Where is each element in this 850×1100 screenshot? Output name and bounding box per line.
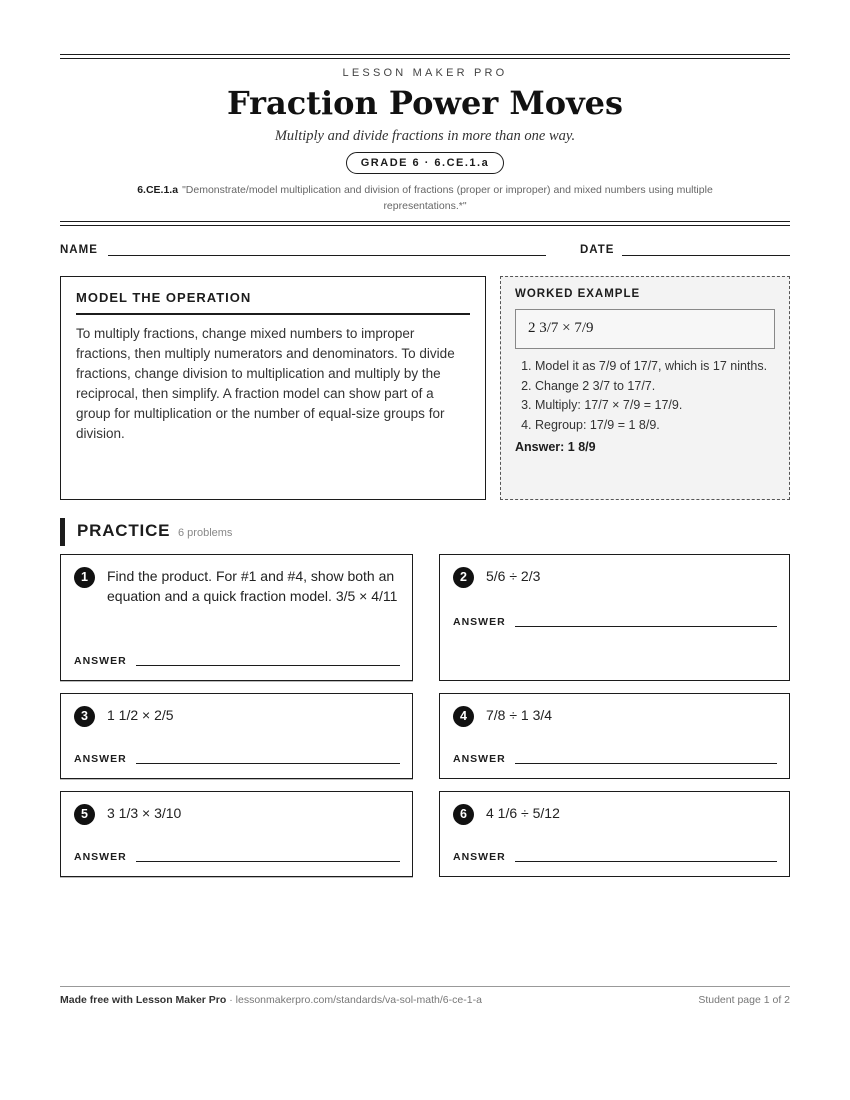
answer-label: ANSWER	[74, 851, 127, 863]
name-date-row	[60, 244, 790, 260]
worksheet-page	[60, 54, 790, 1006]
problem-number-badge: 2	[453, 567, 474, 588]
problem-text: Find the product. For #1 and #4, show both an equation and a quick fraction model. 3/5 × 4/11	[107, 568, 398, 604]
header-bottom-rule	[60, 221, 790, 226]
answer-line-4[interactable]	[515, 763, 777, 764]
worked-example-step: 1. Model it as 7/9 of 17/7, which is 17 ninths.	[535, 357, 775, 377]
page-footer	[60, 986, 790, 1013]
practice-accent-bar	[60, 518, 65, 546]
name-label: NAME	[60, 244, 98, 256]
answer-line-3[interactable]	[136, 763, 400, 764]
worked-example-step: 4. Regroup: 17/9 = 1 8/9.	[535, 416, 775, 436]
standard-statement	[100, 182, 750, 214]
answer-line-5[interactable]	[136, 861, 400, 862]
answer-line-1[interactable]	[136, 665, 400, 666]
problem-text: 4 1/6 ÷ 5/12	[486, 805, 560, 821]
footer-url[interactable]: · lessonmakerpro.com/standards/va-sol-math/6-ce-1-a	[226, 994, 482, 1006]
problem-card-2	[439, 554, 790, 681]
worksheet-title: Fraction Power Moves	[226, 84, 624, 122]
practice-count: 6 problems	[178, 527, 233, 539]
practice-heading	[60, 518, 790, 546]
problem-text: 7/8 ÷ 1 3/4	[486, 707, 553, 723]
worksheet-subtitle: Multiply and divide fractions in more than one way.	[274, 128, 576, 144]
date-field[interactable]	[622, 255, 790, 256]
model-operation-box	[60, 276, 486, 500]
problem-card-6	[439, 791, 790, 877]
problem-number-badge: 6	[453, 804, 474, 825]
standard-text: "Demonstrate/model multiplication and division of fractions (proper or improper) and mixed numbers using multiple representations.*"	[182, 184, 713, 212]
footer-page-number: Student page 1 of 2	[698, 994, 790, 1006]
problem-number-badge: 4	[453, 706, 474, 727]
answer-line-2[interactable]	[515, 626, 777, 627]
problem-number-badge: 3	[74, 706, 95, 727]
standard-code: 6.CE.1.a	[137, 184, 179, 196]
footer-made-with: Made free with Lesson Maker Pro	[60, 994, 227, 1006]
model-body: To multiply fractions, change mixed numbers to improper fractions, then multiply numerators and denominators. To divide fractions, change division to multiplication and multiply by the reciprocal, then simplify. A fraction model can show part of a group for multiplication or the number of equal-size groups for division.	[76, 326, 455, 441]
answer-label: ANSWER	[453, 851, 506, 863]
model-heading: MODEL THE OPERATION	[76, 290, 470, 315]
date-label: DATE	[580, 244, 615, 256]
answer-label: ANSWER	[74, 655, 127, 667]
worked-example-step: 2. Change 2 3/7 to 17/7.	[535, 377, 775, 397]
worked-example-answer: Answer: 1 8/9	[515, 440, 596, 454]
practice-title: PRACTICE	[77, 521, 171, 540]
worked-example-steps	[515, 357, 775, 435]
problem-number-badge: 1	[74, 567, 95, 588]
brand-name: LESSON MAKER PRO	[342, 67, 508, 79]
problem-number-badge: 5	[74, 804, 95, 825]
worked-example-box	[500, 276, 790, 500]
problem-text: 3 1/3 × 3/10	[107, 805, 182, 821]
answer-label: ANSWER	[74, 753, 127, 765]
worksheet-header	[60, 54, 790, 226]
problem-text: 5/6 ÷ 2/3	[486, 568, 541, 584]
name-field[interactable]	[108, 255, 546, 256]
grade-badge: GRADE 6 · 6.CE.1.a	[346, 152, 504, 174]
worked-example-heading: WORKED EXAMPLE	[515, 288, 641, 300]
worked-example-expression: 2 3/7 × 7/9	[515, 309, 775, 349]
problem-card-1	[60, 554, 413, 681]
problem-text: 1 1/2 × 2/5	[107, 707, 174, 723]
answer-label: ANSWER	[453, 616, 506, 628]
problem-card-5	[60, 791, 413, 877]
footer-credit	[60, 994, 482, 1006]
problem-card-3	[60, 693, 413, 779]
header-top-rule	[60, 54, 790, 59]
answer-label: ANSWER	[453, 753, 506, 765]
worked-example-step: 3. Multiply: 17/7 × 7/9 = 17/9.	[535, 396, 775, 416]
problem-card-4	[439, 693, 790, 779]
answer-line-6[interactable]	[515, 861, 777, 862]
